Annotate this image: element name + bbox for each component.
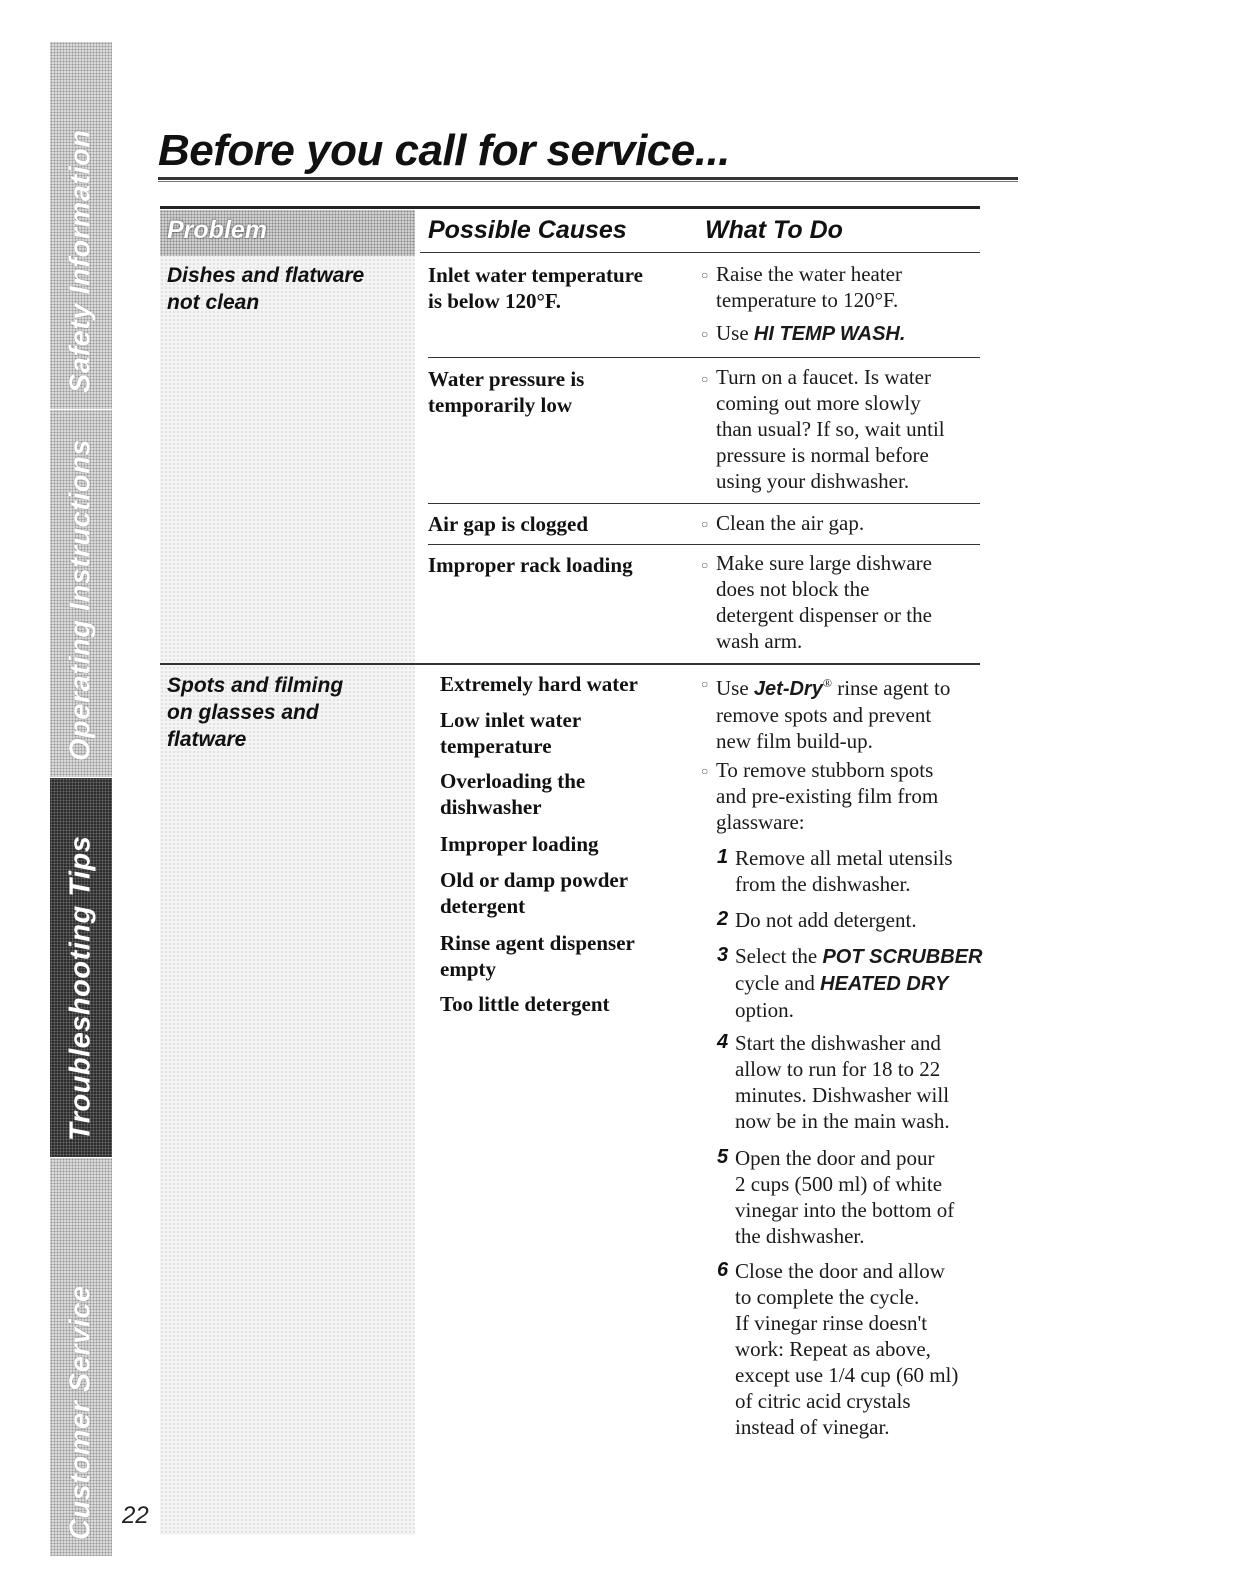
todo-use-hi-temp [716, 320, 986, 347]
todo-line: wash arm. [716, 629, 803, 653]
todo-line: pressure is normal before [716, 443, 929, 467]
step-line: Do not add detergent. [735, 908, 917, 932]
problem-dishes-not-clean [167, 262, 407, 316]
cause-overloading [440, 768, 690, 820]
cause-line: Water pressure is [428, 367, 585, 391]
cycle-pot-scrubber: POT SCRUBBER [822, 946, 983, 968]
todo-text-prefix: Use [716, 321, 754, 345]
step-number: 3 [717, 944, 729, 966]
step-line: work: Repeat as above, [735, 1337, 931, 1361]
todo-large-dishware [716, 550, 986, 654]
cause-line: Air gap is clogged [428, 512, 589, 536]
step-line: 2 cups (500 ml) of white [735, 1172, 943, 1196]
cause-line: temperature [440, 734, 552, 758]
todo-line: and pre-existing film from [716, 784, 939, 808]
todo-line: Clean the air gap. [716, 511, 865, 535]
bullet-icon: ○ [701, 372, 709, 386]
step-line: vinegar into the bottom of [735, 1198, 955, 1222]
step-1 [735, 845, 985, 897]
problem-line: flatware [167, 728, 247, 751]
cause-rinse-agent-empty [440, 930, 690, 982]
step-5 [735, 1145, 985, 1249]
step-number: 1 [717, 846, 729, 868]
bullet-icon: ○ [701, 764, 709, 778]
step-line: minutes. Dishwasher will [735, 1083, 950, 1107]
header-rule [420, 252, 980, 253]
step-line: now be in the main wash. [735, 1109, 950, 1133]
todo-line: than usual? If so, wait until [716, 417, 945, 441]
step-number: 5 [717, 1146, 729, 1168]
problem-spots-filming [167, 672, 407, 753]
step-line: except use 1/4 cup (60 ml) [735, 1363, 959, 1387]
cause-hard-water [440, 671, 690, 697]
todo-line: using your dishwasher. [716, 469, 910, 493]
header-what-to-do: What To Do [705, 216, 843, 244]
problem-line: Spots and filming [167, 674, 344, 697]
bullet-icon: ○ [701, 327, 709, 341]
step-number: 2 [717, 908, 729, 930]
step-line: Open the door and pour [735, 1146, 935, 1170]
problem-line: on glasses and [167, 701, 319, 724]
cause-air-gap [428, 511, 678, 537]
cause-improper-loading [440, 831, 690, 857]
step-line: of citric acid crystals [735, 1389, 911, 1413]
step-number: 6 [717, 1259, 729, 1281]
todo-line: coming out more slowly [716, 391, 921, 415]
cause-line: empty [440, 957, 496, 981]
cause-line: Old or damp powder [440, 868, 629, 892]
step-line: Close the door and allow [735, 1259, 945, 1283]
bullet-icon: ○ [701, 558, 709, 572]
todo-line: Make sure large dishware [716, 551, 932, 575]
problem-divider [160, 663, 980, 665]
todo-text-suffix: rinse agent to [831, 676, 951, 700]
step-4 [735, 1030, 985, 1134]
step-number: 4 [717, 1031, 729, 1053]
row-rule [428, 357, 980, 358]
step-text: Select the [735, 944, 823, 968]
todo-line: temperature to 120°F. [716, 288, 899, 312]
section-tab-strip [50, 42, 112, 1557]
cause-water-pressure [428, 366, 678, 418]
tab-label: Safety Information [64, 129, 97, 393]
todo-remove-stubborn-spots [716, 757, 986, 835]
cause-line: temporarily low [428, 393, 573, 417]
tab-label: Operating Instructions [64, 439, 97, 761]
todo-line: Raise the water heater [716, 262, 902, 286]
bullet-icon: ○ [701, 677, 709, 691]
row-rule [428, 544, 980, 545]
cause-line: is below 120°F. [428, 289, 562, 313]
cause-line: Rinse agent dispenser [440, 931, 635, 955]
step-2 [735, 907, 985, 933]
cause-line: Overloading the [440, 769, 586, 793]
cause-line: dishwasher [440, 795, 542, 819]
header-possible-causes: Possible Causes [428, 216, 627, 244]
todo-use-jet-dry [716, 670, 986, 754]
cause-line: detergent [440, 894, 526, 918]
cause-too-little-detergent [440, 991, 690, 1017]
cause-line: Inlet water temperature [428, 263, 643, 287]
todo-line: detergent dispenser or the [716, 603, 932, 627]
todo-turn-on-faucet [716, 364, 986, 494]
step-line: instead of vinegar. [735, 1415, 890, 1439]
todo-line: To remove stubborn spots [716, 758, 934, 782]
cause-low-inlet-temp [440, 707, 690, 759]
bullet-icon: ○ [701, 517, 709, 531]
todo-line: remove spots and prevent [716, 703, 932, 727]
todo-emphasis: HI TEMP WASH. [753, 323, 906, 345]
problem-line: Dishes and flatware [167, 264, 365, 287]
cause-old-detergent [440, 867, 690, 919]
cause-inlet-temp [428, 262, 678, 314]
step-line: option. [735, 998, 794, 1022]
todo-line: glassware: [716, 810, 805, 834]
step-6 [735, 1258, 985, 1440]
todo-clean-air-gap [716, 510, 986, 536]
step-line: If vinegar rinse doesn't [735, 1311, 928, 1335]
todo-line: new film build-up. [716, 729, 873, 753]
registered-mark: ® [822, 676, 832, 690]
option-heated-dry: HEATED DRY [820, 973, 949, 995]
table-top-rule [160, 206, 980, 209]
cause-line: Improper rack loading [428, 553, 633, 577]
page-number: 22 [122, 1502, 149, 1529]
cause-line: Low inlet water [440, 708, 582, 732]
title-rule-thin [158, 181, 1018, 182]
tab-label: Troubleshooting Tips [64, 835, 97, 1141]
brand-jet-dry: Jet-Dry [753, 678, 823, 700]
bullet-icon: ○ [701, 268, 709, 282]
cause-line: Extremely hard water [440, 672, 638, 696]
header-problem: Problem [167, 216, 268, 244]
row-rule [428, 503, 980, 504]
todo-line: does not block the [716, 577, 870, 601]
cause-line: Too little detergent [440, 992, 610, 1016]
cause-improper-rack [428, 552, 678, 578]
tab-safety-information[interactable] [50, 42, 112, 410]
step-3 [735, 943, 985, 1023]
step-line: allow to run for 18 to 22 [735, 1057, 941, 1081]
title-rule [158, 177, 1018, 180]
tab-operating-instructions[interactable] [50, 410, 112, 778]
todo-text-prefix: Use [716, 676, 754, 700]
cause-line: Improper loading [440, 832, 599, 856]
step-line: from the dishwasher. [735, 872, 911, 896]
tab-troubleshooting-tips[interactable] [50, 778, 112, 1158]
step-text: cycle and [735, 971, 821, 995]
step-line: the dishwasher. [735, 1224, 865, 1248]
step-line: Remove all metal utensils [735, 846, 953, 870]
problem-line: not clean [167, 291, 260, 314]
step-line: to complete the cycle. [735, 1285, 920, 1309]
tab-label: Customer Service [64, 1285, 97, 1540]
step-line: Start the dishwasher and [735, 1031, 941, 1055]
todo-line: Turn on a faucet. Is water [716, 365, 931, 389]
tab-customer-service[interactable] [50, 1158, 112, 1557]
problem-column-shading [160, 210, 415, 1535]
page-title: Before you call for service... [158, 126, 730, 175]
todo-raise-heater [716, 261, 986, 313]
